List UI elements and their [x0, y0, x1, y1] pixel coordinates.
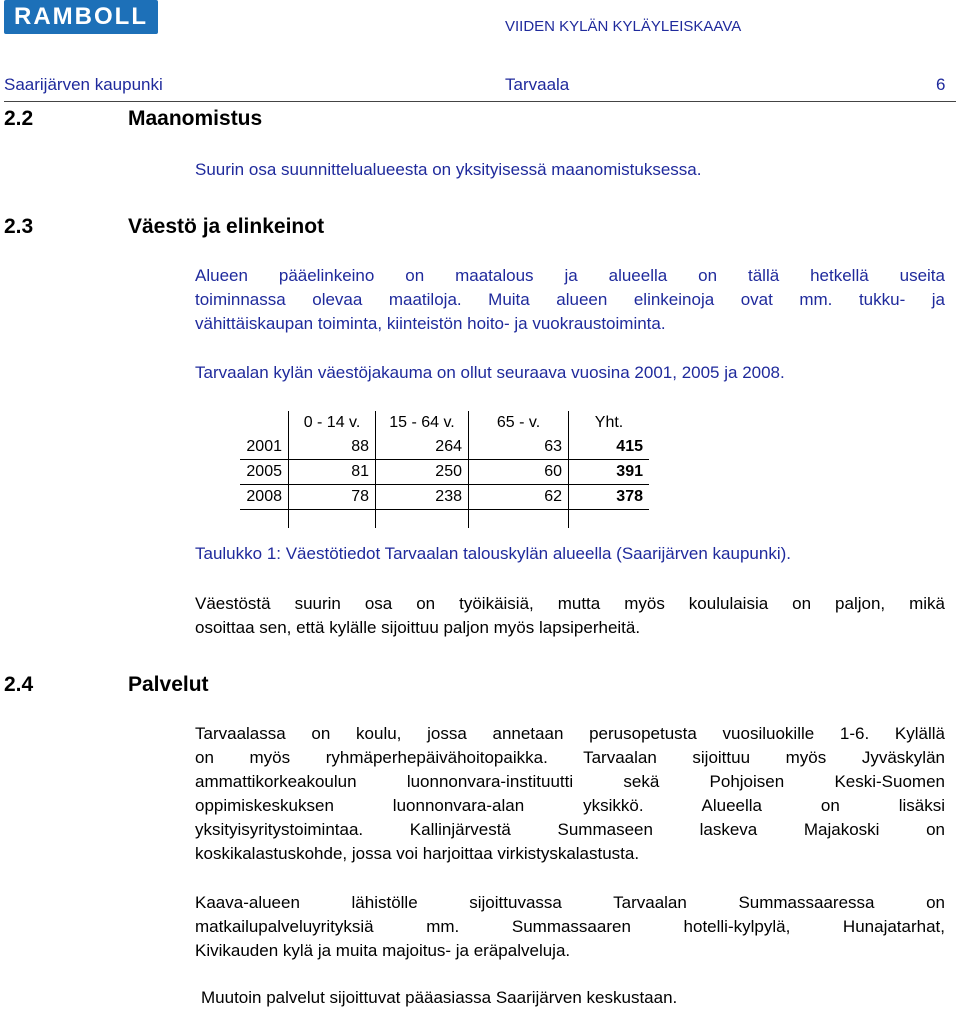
section-heading-2-3: [4, 215, 324, 239]
table-empty-row: [240, 510, 649, 529]
table-cell: 250: [376, 460, 469, 485]
table-cell: 264: [376, 435, 469, 460]
text-line: matkailupalveluyrityksiä mm. Summassaaren hotelli-kylpylä, Hunajatarhat,: [195, 917, 945, 936]
text-line: Tarvaalassa on koulu, jossa annetaan perusopetusta vuosiluokille 1-6. Kylällä: [195, 724, 945, 743]
text-line: Kivikauden kylä ja muita majoitus- ja eräpalveluja.: [195, 941, 571, 960]
table-cell: 78: [289, 485, 376, 510]
document-title: VIIDEN KYLÄN KYLÄYLEISKAAVA: [505, 18, 742, 35]
column-header: 0 - 14 v.: [289, 411, 376, 435]
paragraph-other-services: Muutoin palvelut sijoittuvat pääasiassa Saarijärven keskustaan.: [201, 988, 678, 1007]
paragraph-population-intro: Tarvaalan kylän väestöjakauma on ollut seuraava vuosina 2001, 2005 ja 2008.: [195, 363, 785, 382]
section-number: 2.4: [4, 673, 34, 696]
column-header: 65 - v.: [469, 411, 569, 435]
header-municipality: Saarijärven kaupunki: [4, 75, 163, 94]
text-line: ammattikorkeakoulun luonnonvara-instituutti sekä Pohjoisen Keski-Suomen: [195, 772, 945, 791]
column-header: 15 - 64 v.: [376, 411, 469, 435]
text-line: oppimiskeskuksen luonnonvara-alan yksikkö. Alueella on lisäksi: [195, 796, 945, 815]
section-number: 2.2: [4, 107, 34, 130]
column-header: Yht.: [594, 414, 624, 431]
population-table: [240, 411, 649, 528]
table-cell: 60: [469, 460, 569, 485]
table-cell: 88: [289, 435, 376, 460]
text-line: Alueen pääelinkeino on maatalous ja alueella on tällä hetkellä useita: [195, 266, 945, 285]
table-cell: 81: [289, 460, 376, 485]
text-line: Kaava-alueen lähistölle sijoittuvassa Tarvaalan Summassaaressa on: [195, 893, 945, 912]
section-heading-2-2: [4, 107, 262, 131]
table-cell: 63: [469, 435, 569, 460]
text-line: koskikalastuskohde, jossa voi harjoittaa virkistyskalastusta.: [195, 844, 640, 863]
section-heading-2-4: [4, 673, 209, 697]
section-title: Väestö ja elinkeinot: [128, 215, 325, 238]
text-line: vähittäiskaupan toiminta, kiinteistön hoito- ja vuokraustoiminta.: [195, 314, 666, 333]
table-cell: 62: [469, 485, 569, 510]
text-line: yksityisyritystoimintaa. Kallinjärvestä Summaseen laskeva Majakoski on: [195, 820, 945, 839]
paragraph-population-analysis: [195, 592, 945, 640]
ramboll-logo: RAMBOLL: [4, 0, 158, 34]
header-village: Tarvaala: [505, 75, 570, 94]
table-row: [240, 460, 649, 485]
section-number: 2.3: [4, 215, 34, 238]
table-cell: 2005: [240, 460, 289, 485]
table-cell: 2001: [240, 435, 289, 460]
table-cell-total: 415: [569, 435, 650, 460]
section-title: Maanomistus: [128, 107, 263, 130]
page-number: 6: [936, 75, 946, 94]
section-title: Palvelut: [128, 673, 209, 696]
table-cell-total: 378: [569, 485, 650, 510]
table-cell-total: 391: [569, 460, 650, 485]
table-cell: 2008: [240, 485, 289, 510]
table-caption: Taulukko 1: Väestötiedot Tarvaalan talouskylän alueella (Saarijärven kaupunki).: [195, 544, 791, 563]
table-cell: 238: [376, 485, 469, 510]
paragraph-land-ownership: Suurin osa suunnittelualueesta on yksityisessä maanomistuksessa.: [195, 160, 702, 179]
paragraph-livelihoods: [195, 264, 945, 336]
text-line: Väestöstä suurin osa on työikäisiä, mutta myös koululaisia on paljon, mikä: [195, 594, 945, 613]
text-line: toiminnassa olevaa maatiloja. Muita alueen elinkeinoja ovat mm. tukku- ja: [195, 290, 945, 309]
paragraph-tourism: [195, 891, 945, 963]
header-divider: [4, 101, 956, 102]
text-line: on myös ryhmäperhepäivähoitopaikka. Tarvaalan sijoittuu myös Jyväskylän: [195, 748, 945, 767]
text-line: osoittaa sen, että kylälle sijoittuu paljon myös lapsiperheitä.: [195, 618, 641, 637]
table-row: [240, 435, 649, 460]
column-header: [240, 411, 289, 435]
paragraph-services: [195, 722, 945, 866]
table-row: [240, 485, 649, 510]
table-header-row: [240, 411, 649, 435]
